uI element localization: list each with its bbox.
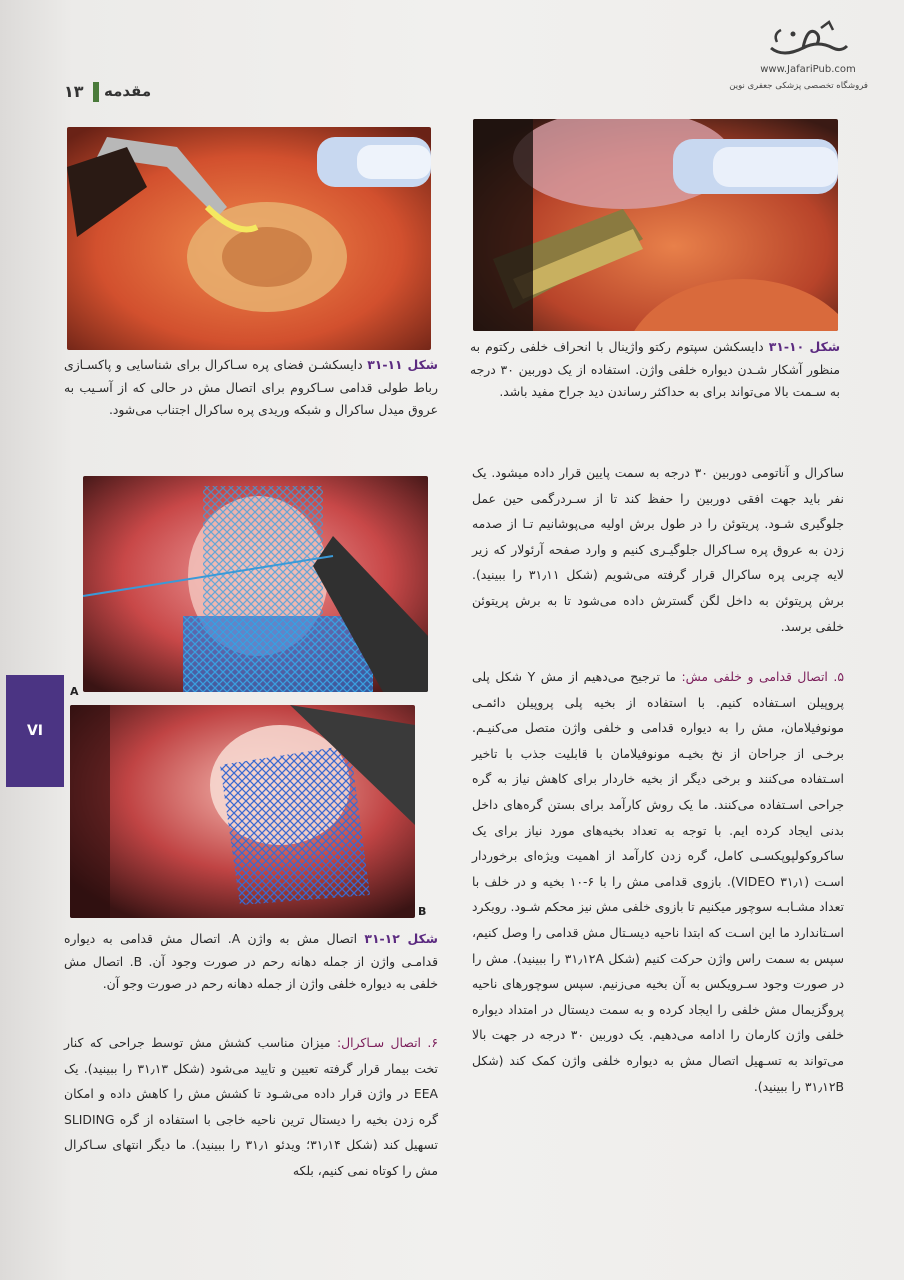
figure-31-12b-photo <box>70 705 415 918</box>
figure-31-12-panel-a-letter: A <box>70 685 79 698</box>
section-5-body: ما ترجیح می‌دهیم از مش Y شکل پلی پروپیلن اسـتفاده کنیم. با استفاده از بخیه پلی پروپیلن دائمـی مونوفیلامان، مش را به دیواره قدامی و خلفی واژن متصل می‌کنیـم. برخـی از جراحان از نخ بخیـه مونوفیلامان با قابلیت جذب با تاخیر اسـتفاده می‌کنند و برخی دیگر از بخیه خاردار برای کاهش نیاز به گره جراحی اسـتفاده می‌کنند. ما یک روش کارآمد برای بستن گره‌های داخل بدنی ایجاد کرده ایم. با توجه به تعداد بخیه‌های مورد نیاز برای یک ساکروکولپوپکسـی کامل، گره زدن کارآمد از اهمیت ویژه‌ای برخوردار اسـت (VIDEO ۳۱٫۱). بازوی قدامی مش را با ۶-۱۰ بخیه و در خلف با تعداد مشـابـه سوچور میکنیم تا بازوی خلفی مش نیز محکم شـود. رویکرد اسـتاندارد ما این اسـت که ابتدا ناحیه دیسـتال مش قدامی را وصل کنیم، سپس به سمت راس واژن حرکت کنیم (شکل ۳۱٫۱۲A را ببینید). مش را در صورت وجود سـرویکس به آن بخیه می‌زنیم. سپس سوچورهای ناحیه پروگزیمال مش خلفی را ایجاد کرده و به سمت دیستال در امتداد دیواره خلفی واژن کارمان را ادامه می‌دهیم. یک دوربین ۳۰ درجه در جهت بالا می‌تواند به تسـهیل اتصال مش به دیواره خلفی واژن کمک کند (شکل ۳۱٫۱۲B را ببینید). <box>472 669 844 1094</box>
section-6-body: میزان مناسب کشش مش توسط جراحی که کنار تخت بیمار قرار گرفته تعیین و تایید می‌شود (شکل ۳۱٫۱۳ را ببینید). یک EEA در واژن قرار داده می‌شـود تا کشش مش را کاهش داده و امکان گره زدن بخیه را دیستال ترین ناحیه خاجی با استفاده از گره SLIDING تسهیل کند (شکل ۳۱٫۱۴؛ ویدئو ۳۱٫۱ را ببینید). ما دیگر انتهای سـاکرال مش را کوتاه نمی کنیم، بلکه <box>64 1035 439 1178</box>
figure-31-10-text: دایسکشن سپتوم رکتو واژینال با انحراف خلفی رکتوم به منظور آشکار شـدن دیواره خلفی واژن. استفاده از یک دوربین ۳۰ درجه به سـمت بالا می‌تواند برای به حداکثر رساندن دید جراح مفید باشد. <box>470 339 840 399</box>
section-5-paragraph <box>472 664 844 1099</box>
figure-31-12-text: اتصال مش به واژن A. اتصال مش قدامی به دیواره قدامـی واژن از جمله دهانه رحم در صورت وجود آن. B. اتصال مش خلفی به دیواره خلفی واژن از جمله دهانه رحم در صورت وجو آن. <box>64 931 438 991</box>
figure-31-11-text: دایسکشـن فضای پره سـاکرال برای شناسایی و پاکسـازی رباط طولی قدامی سـاکروم برای اتصال مش در حالی که از آسـیب به عروق میدل ساکرال و شبکه وریدی پره ساکرال اجتناب می‌شود. <box>64 357 438 417</box>
publisher-logo <box>729 18 868 108</box>
section-side-tab: VI <box>6 675 64 787</box>
header-accent-bar <box>93 82 99 102</box>
section-5-heading: ۵. اتصال قدامی و خلفی مش: <box>681 669 844 684</box>
publisher-url: www.JafariPub.com <box>760 64 856 75</box>
figure-31-11-photo <box>67 127 431 350</box>
chapter-title: مقدمه <box>104 82 152 100</box>
publisher-logo-icon <box>763 18 853 64</box>
figure-31-11-label: شکل ۱۱-۳۱ <box>367 357 438 372</box>
page-number: ۱۳ <box>64 82 84 101</box>
section-6-heading: ۶. اتصال سـاکرال: <box>336 1035 438 1050</box>
figure-31-12-caption <box>64 928 438 996</box>
figure-31-12-panel-b-letter: B <box>418 905 427 918</box>
figure-31-10-caption <box>470 336 840 404</box>
figure-31-12a-photo <box>83 476 428 692</box>
right-column-paragraph-1: ساکرال و آناتومی دوربین ۳۰ درجه به سمت پایین قرار داده میشود. یک نفر باید جهت افقی دوربین را حفظ کند تا از سـردرگمی حین عمل جلوگیری شـود. پریتوئن را در طول برش اولیه می‌پوشانیم تـا از صدمه زدن به عروق پره سـاکرال جلوگیـری کنیم و وارد صفحه آرئولار که زیر لایه چربی پره ساکرال قرار گرفته می‌شویم (شکل ۳۱٫۱۱ را ببینید). برش پریتوئن به داخل لگن گسترش داده می‌شود تا به برش پریتوئن خلفی برسد. <box>472 465 844 634</box>
figure-31-10-photo <box>473 119 838 331</box>
figure-31-10-label: شکل ۱۰-۳۱ <box>768 339 841 354</box>
figure-31-12-label: شکل ۱۲-۳۱ <box>364 931 438 946</box>
publisher-name: فروشگاه تخصصی پزشکی جعفری نوین <box>729 81 868 91</box>
figure-31-11-caption <box>64 354 438 422</box>
section-6-paragraph <box>64 1030 438 1184</box>
